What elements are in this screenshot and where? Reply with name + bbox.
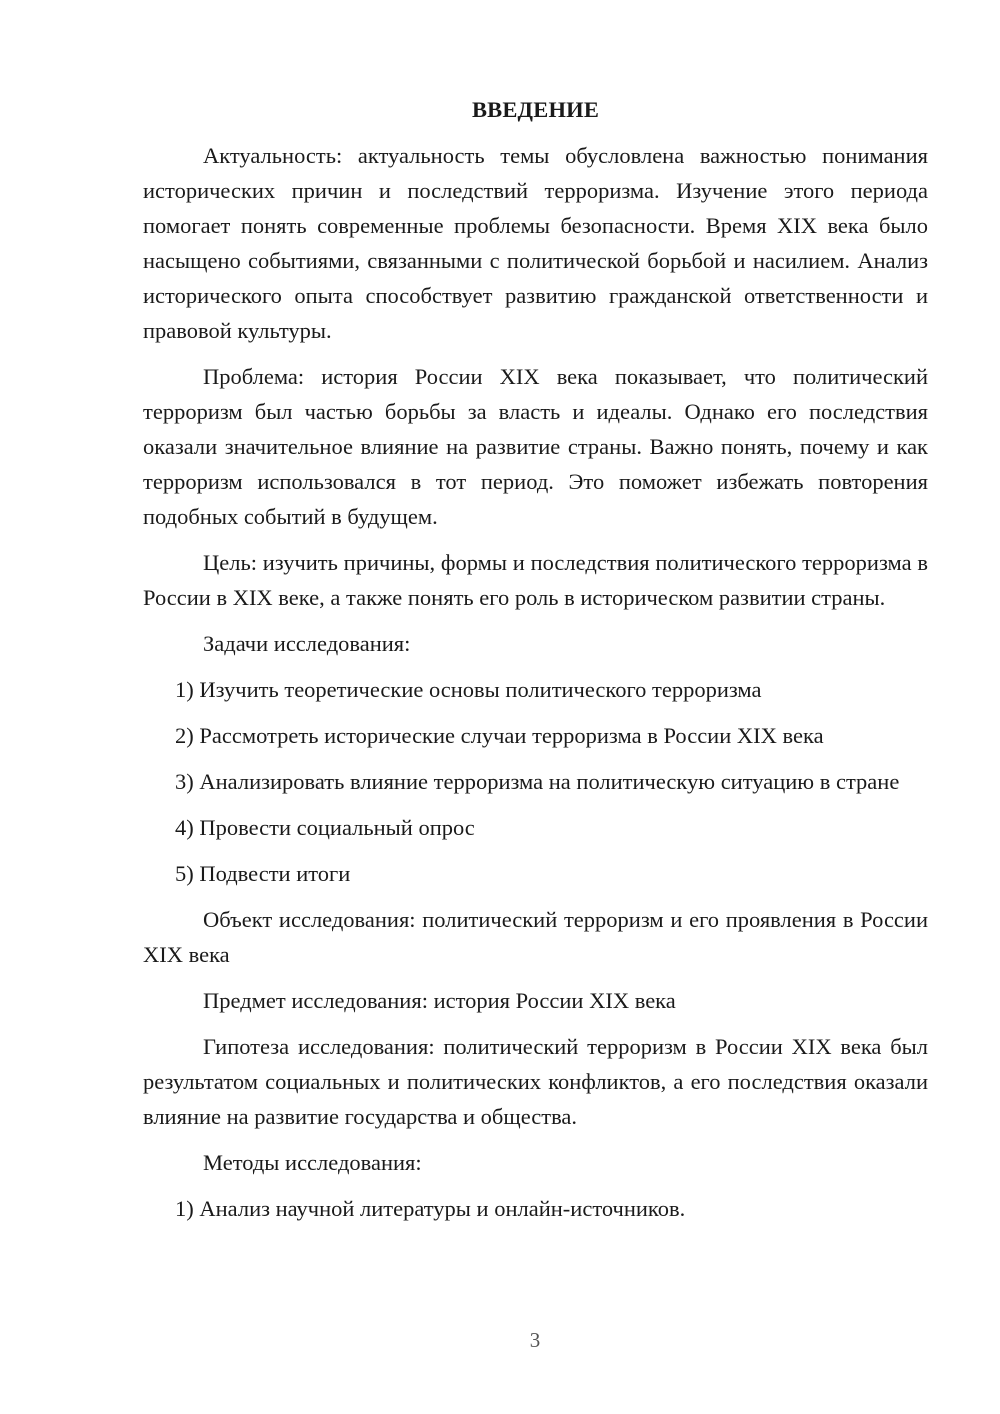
task-item-2: 2) Рассмотреть исторические случаи терроризма в России XIX века: [175, 723, 824, 748]
task-item-4: 4) Провести социальный опрос: [175, 815, 475, 840]
document-page: [143, 92, 928, 1237]
page-title: ВВЕДЕНИЕ: [471, 97, 600, 122]
hypothesis-paragraph: Гипотеза исследования: политический терроризм в России XIX века был результатом социальных и политических конфликтов, а его последствия оказали влияние на развитие государства и общества.: [143, 1034, 928, 1129]
task-item-5: 5) Подвести итоги: [175, 861, 351, 886]
goal-paragraph: Цель: изучить причины, формы и последствия политического терроризма в России в XIX веке, а также понять его роль в историческом развитии страны.: [143, 550, 928, 610]
task-item-1: 1) Изучить теоретические основы политического терроризма: [175, 677, 762, 702]
page-number: 3: [529, 1328, 541, 1352]
subject-paragraph: Предмет исследования: история России XIX века: [203, 988, 676, 1013]
object-paragraph: Объект исследования: политический терроризм и его проявления в России XIX века: [143, 907, 928, 967]
tasks-title: Задачи исследования:: [203, 631, 411, 656]
relevance-paragraph: Актуальность: актуальность темы обусловлена важностью понимания исторических причин и последствий терроризма. Изучение этого периода помогает понять современные проблемы безопасности. Время XIX века было насыщено событиями, связанными с политической борьбой и насилием. Анализ исторического опыта способствует развитию гражданской ответственности и правовой культуры.: [143, 143, 928, 343]
task-item-3: 3) Анализировать влияние терроризма на политическую ситуацию в стране: [175, 769, 900, 794]
problem-paragraph: Проблема: история России XIX века показывает, что политический терроризм был частью борьбы за власть и идеалы. Однако его последствия оказали значительное влияние на развитие страны. Важно понять, почему и как терроризм использовался в тот период. Это поможет избежать повторения подобных событий в будущем.: [143, 364, 928, 529]
methods-title: Методы исследования:: [203, 1150, 422, 1175]
method-item-1: 1) Анализ научной литературы и онлайн-источников.: [175, 1196, 686, 1221]
